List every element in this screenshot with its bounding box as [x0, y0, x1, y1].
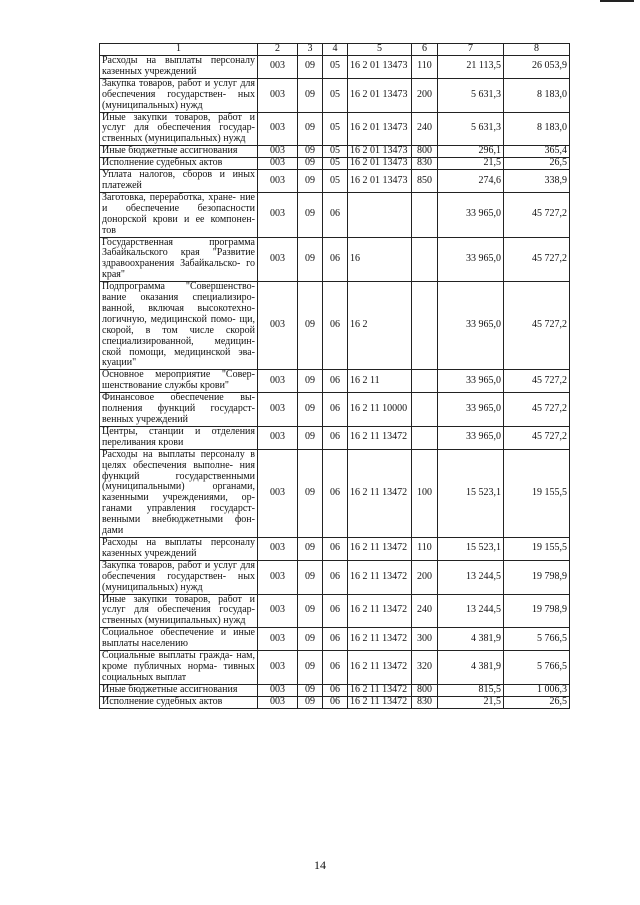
row-admin-cell: 003 — [258, 628, 298, 651]
table-row — [100, 684, 570, 696]
row-admin-cell: 003 — [258, 192, 298, 237]
row-name-cell: Подпрограмма "Совершенство- вание оказания специализиро- ванной, включая высокотехно- логичную, медицинской помо- щи, скорой, в том числе скорой специализированной, медицин- ской помощи, медицинской эва- куации" — [100, 282, 258, 370]
row-name-cell: Социальные выплаты гражда- нам, кроме публичных норма- тивных социальных выплат — [100, 651, 258, 685]
row-admin-cell: 003 — [258, 112, 298, 146]
row-expense-type-cell: 100 — [412, 449, 438, 537]
row-subsection-cell: 05 — [323, 170, 348, 193]
row-expense-type-cell — [412, 237, 438, 282]
table-row — [100, 651, 570, 685]
row-admin-cell: 003 — [258, 282, 298, 370]
row-amount-1-cell: 4 381,9 — [438, 628, 504, 651]
row-amount-2-cell: 19 155,5 — [504, 449, 570, 537]
row-expense-type-cell — [412, 282, 438, 370]
row-name-cell: Расходы на выплаты персоналу казенных учреждений — [100, 56, 258, 79]
row-amount-1-cell: 21 113,5 — [438, 56, 504, 79]
row-name-cell: Уплата налогов, сборов и иных платежей — [100, 170, 258, 193]
row-section-cell: 09 — [298, 594, 323, 628]
row-subsection-cell: 06 — [323, 651, 348, 685]
row-amount-2-cell: 1 006,3 — [504, 684, 570, 696]
row-amount-1-cell: 15 523,1 — [438, 537, 504, 560]
row-target-article-cell: 16 2 11 13472 — [348, 560, 412, 594]
row-expense-type-cell: 800 — [412, 146, 438, 158]
row-amount-2-cell: 45 727,2 — [504, 393, 570, 427]
row-amount-1-cell: 33 965,0 — [438, 237, 504, 282]
row-amount-1-cell: 815,5 — [438, 684, 504, 696]
row-amount-2-cell: 19 155,5 — [504, 537, 570, 560]
row-subsection-cell: 06 — [323, 426, 348, 449]
row-section-cell: 09 — [298, 170, 323, 193]
row-amount-2-cell: 45 727,2 — [504, 192, 570, 237]
row-target-article-cell: 16 2 11 13472 — [348, 628, 412, 651]
row-section-cell: 09 — [298, 696, 323, 708]
row-amount-1-cell: 33 965,0 — [438, 282, 504, 370]
column-header-amount-1: 7 — [438, 44, 504, 56]
row-subsection-cell: 06 — [323, 684, 348, 696]
row-amount-1-cell: 21,5 — [438, 696, 504, 708]
row-section-cell: 09 — [298, 684, 323, 696]
column-header-expense-type: 6 — [412, 44, 438, 56]
row-subsection-cell: 05 — [323, 56, 348, 79]
row-subsection-cell: 06 — [323, 370, 348, 393]
row-admin-cell: 003 — [258, 78, 298, 112]
row-amount-2-cell: 26 053,9 — [504, 56, 570, 79]
row-name-cell: Расходы на выплаты персоналу в целях обеспечения выполне- ния функций государственными (муниципальными) органами, казенными учреждениями, ор- ганами управления государст- венными внебюджетными фон- дами — [100, 449, 258, 537]
row-name-cell: Исполнение судебных актов — [100, 158, 258, 170]
row-expense-type-cell — [412, 370, 438, 393]
row-admin-cell: 003 — [258, 449, 298, 537]
budget-table — [99, 43, 570, 709]
row-name-cell: Социальное обеспечение и иные выплаты населению — [100, 628, 258, 651]
row-amount-1-cell: 15 523,1 — [438, 449, 504, 537]
row-section-cell: 09 — [298, 560, 323, 594]
row-section-cell: 09 — [298, 449, 323, 537]
row-name-cell: Исполнение судебных актов — [100, 696, 258, 708]
column-header-admin: 2 — [258, 44, 298, 56]
header-row — [100, 44, 570, 56]
row-admin-cell: 003 — [258, 696, 298, 708]
row-expense-type-cell: 830 — [412, 696, 438, 708]
row-amount-1-cell: 33 965,0 — [438, 393, 504, 427]
row-amount-1-cell: 296,1 — [438, 146, 504, 158]
table-row — [100, 146, 570, 158]
row-expense-type-cell: 830 — [412, 158, 438, 170]
row-amount-1-cell: 33 965,0 — [438, 192, 504, 237]
row-expense-type-cell: 320 — [412, 651, 438, 685]
table-row — [100, 192, 570, 237]
row-amount-1-cell: 5 631,3 — [438, 78, 504, 112]
row-target-article-cell — [348, 192, 412, 237]
row-target-article-cell: 16 2 11 13472 — [348, 594, 412, 628]
table-row — [100, 112, 570, 146]
row-expense-type-cell — [412, 426, 438, 449]
row-amount-1-cell: 5 631,3 — [438, 112, 504, 146]
row-section-cell: 09 — [298, 282, 323, 370]
row-target-article-cell: 16 2 01 13473 — [348, 146, 412, 158]
row-expense-type-cell — [412, 393, 438, 427]
row-name-cell: Государственная программа Забайкальского края "Развитие здравоохранения Забайкальско- го края" — [100, 237, 258, 282]
row-amount-1-cell: 21,5 — [438, 158, 504, 170]
row-name-cell: Заготовка, переработка, хране- ние и обеспечение безопасности донорской крови и ее компонен- тов — [100, 192, 258, 237]
row-expense-type-cell: 850 — [412, 170, 438, 193]
row-name-cell: Иные закупки товаров, работ и услуг для обеспечения государ- ственных (муниципальных) нужд — [100, 112, 258, 146]
row-amount-2-cell: 8 183,0 — [504, 112, 570, 146]
row-subsection-cell: 06 — [323, 560, 348, 594]
row-expense-type-cell: 240 — [412, 112, 438, 146]
row-target-article-cell: 16 2 01 13473 — [348, 78, 412, 112]
row-amount-2-cell: 19 798,9 — [504, 560, 570, 594]
row-section-cell: 09 — [298, 426, 323, 449]
row-target-article-cell: 16 2 11 13472 — [348, 651, 412, 685]
row-name-cell: Финансовое обеспечение вы- полнения функций государст- венных учреждений — [100, 393, 258, 427]
row-section-cell: 09 — [298, 537, 323, 560]
table-row — [100, 158, 570, 170]
row-amount-2-cell: 45 727,2 — [504, 237, 570, 282]
table-row — [100, 449, 570, 537]
row-target-article-cell: 16 2 11 — [348, 370, 412, 393]
row-subsection-cell: 05 — [323, 146, 348, 158]
row-subsection-cell: 06 — [323, 696, 348, 708]
column-header-target-article: 5 — [348, 44, 412, 56]
row-admin-cell: 003 — [258, 237, 298, 282]
column-header-amount-2: 8 — [504, 44, 570, 56]
row-target-article-cell: 16 — [348, 237, 412, 282]
row-name-cell: Иные бюджетные ассигнования — [100, 684, 258, 696]
row-name-cell: Основное мероприятие "Совер- шенствование службы крови" — [100, 370, 258, 393]
row-target-article-cell: 16 2 11 10000 — [348, 393, 412, 427]
row-subsection-cell: 06 — [323, 594, 348, 628]
table-row — [100, 282, 570, 370]
row-subsection-cell: 06 — [323, 628, 348, 651]
row-target-article-cell: 16 2 11 13472 — [348, 684, 412, 696]
row-admin-cell: 003 — [258, 560, 298, 594]
row-amount-2-cell: 45 727,2 — [504, 282, 570, 370]
row-subsection-cell: 06 — [323, 449, 348, 537]
table-row — [100, 370, 570, 393]
row-admin-cell: 003 — [258, 537, 298, 560]
row-admin-cell: 003 — [258, 370, 298, 393]
row-expense-type-cell: 110 — [412, 537, 438, 560]
row-name-cell: Иные бюджетные ассигнования — [100, 146, 258, 158]
row-admin-cell: 003 — [258, 426, 298, 449]
row-section-cell: 09 — [298, 112, 323, 146]
column-header-section: 3 — [298, 44, 323, 56]
row-target-article-cell: 16 2 11 13472 — [348, 449, 412, 537]
row-subsection-cell: 06 — [323, 237, 348, 282]
table-row — [100, 628, 570, 651]
row-amount-1-cell: 13 244,5 — [438, 560, 504, 594]
row-section-cell: 09 — [298, 192, 323, 237]
row-subsection-cell: 05 — [323, 158, 348, 170]
row-target-article-cell: 16 2 — [348, 282, 412, 370]
row-amount-2-cell: 5 766,5 — [504, 651, 570, 685]
row-amount-2-cell: 26,5 — [504, 696, 570, 708]
row-admin-cell: 003 — [258, 594, 298, 628]
row-target-article-cell: 16 2 01 13473 — [348, 56, 412, 79]
row-amount-1-cell: 33 965,0 — [438, 370, 504, 393]
column-header-name: 1 — [100, 44, 258, 56]
row-name-cell: Расходы на выплаты персоналу казенных учреждений — [100, 537, 258, 560]
row-amount-2-cell: 45 727,2 — [504, 426, 570, 449]
row-name-cell: Закупка товаров, работ и услуг для обеспечения государствен- ных (муниципальных) нужд — [100, 78, 258, 112]
row-admin-cell: 003 — [258, 158, 298, 170]
table-row — [100, 170, 570, 193]
row-subsection-cell: 06 — [323, 192, 348, 237]
table-row — [100, 78, 570, 112]
row-name-cell: Центры, станции и отделения переливания крови — [100, 426, 258, 449]
row-amount-2-cell: 365,4 — [504, 146, 570, 158]
page-number: 14 — [314, 858, 326, 872]
row-section-cell: 09 — [298, 78, 323, 112]
row-section-cell: 09 — [298, 393, 323, 427]
table-row — [100, 594, 570, 628]
row-target-article-cell: 16 2 01 13473 — [348, 112, 412, 146]
row-admin-cell: 003 — [258, 56, 298, 79]
row-admin-cell: 003 — [258, 393, 298, 427]
row-admin-cell: 003 — [258, 146, 298, 158]
row-subsection-cell: 05 — [323, 78, 348, 112]
row-admin-cell: 003 — [258, 651, 298, 685]
table-row — [100, 696, 570, 708]
row-admin-cell: 003 — [258, 684, 298, 696]
row-name-cell: Закупка товаров, работ и услуг для обеспечения государствен- ных (муниципальных) нужд — [100, 560, 258, 594]
row-expense-type-cell: 800 — [412, 684, 438, 696]
row-target-article-cell: 16 2 01 13473 — [348, 170, 412, 193]
table-row — [100, 237, 570, 282]
top-corner-rule — [600, 0, 634, 2]
row-section-cell: 09 — [298, 237, 323, 282]
row-section-cell: 09 — [298, 370, 323, 393]
row-expense-type-cell: 300 — [412, 628, 438, 651]
column-header-subsection: 4 — [323, 44, 348, 56]
row-subsection-cell: 06 — [323, 393, 348, 427]
table-row — [100, 56, 570, 79]
row-amount-2-cell: 8 183,0 — [504, 78, 570, 112]
row-subsection-cell: 05 — [323, 112, 348, 146]
table-row — [100, 537, 570, 560]
row-expense-type-cell: 200 — [412, 560, 438, 594]
row-subsection-cell: 06 — [323, 537, 348, 560]
row-admin-cell: 003 — [258, 170, 298, 193]
row-expense-type-cell: 110 — [412, 56, 438, 79]
row-target-article-cell: 16 2 11 13472 — [348, 537, 412, 560]
row-section-cell: 09 — [298, 651, 323, 685]
row-expense-type-cell: 240 — [412, 594, 438, 628]
row-expense-type-cell: 200 — [412, 78, 438, 112]
table-row — [100, 560, 570, 594]
row-subsection-cell: 06 — [323, 282, 348, 370]
row-target-article-cell: 16 2 01 13473 — [348, 158, 412, 170]
row-amount-2-cell: 5 766,5 — [504, 628, 570, 651]
row-amount-2-cell: 338,9 — [504, 170, 570, 193]
row-section-cell: 09 — [298, 628, 323, 651]
row-target-article-cell: 16 2 11 13472 — [348, 426, 412, 449]
row-amount-2-cell: 26,5 — [504, 158, 570, 170]
row-section-cell: 09 — [298, 158, 323, 170]
row-section-cell: 09 — [298, 56, 323, 79]
table-row — [100, 426, 570, 449]
row-section-cell: 09 — [298, 146, 323, 158]
row-target-article-cell: 16 2 11 13472 — [348, 696, 412, 708]
table-row — [100, 393, 570, 427]
row-amount-1-cell: 33 965,0 — [438, 426, 504, 449]
row-expense-type-cell — [412, 192, 438, 237]
row-amount-1-cell: 4 381,9 — [438, 651, 504, 685]
row-name-cell: Иные закупки товаров, работ и услуг для обеспечения государ- ственных (муниципальных) нужд — [100, 594, 258, 628]
row-amount-2-cell: 45 727,2 — [504, 370, 570, 393]
row-amount-1-cell: 274,6 — [438, 170, 504, 193]
row-amount-1-cell: 13 244,5 — [438, 594, 504, 628]
row-amount-2-cell: 19 798,9 — [504, 594, 570, 628]
